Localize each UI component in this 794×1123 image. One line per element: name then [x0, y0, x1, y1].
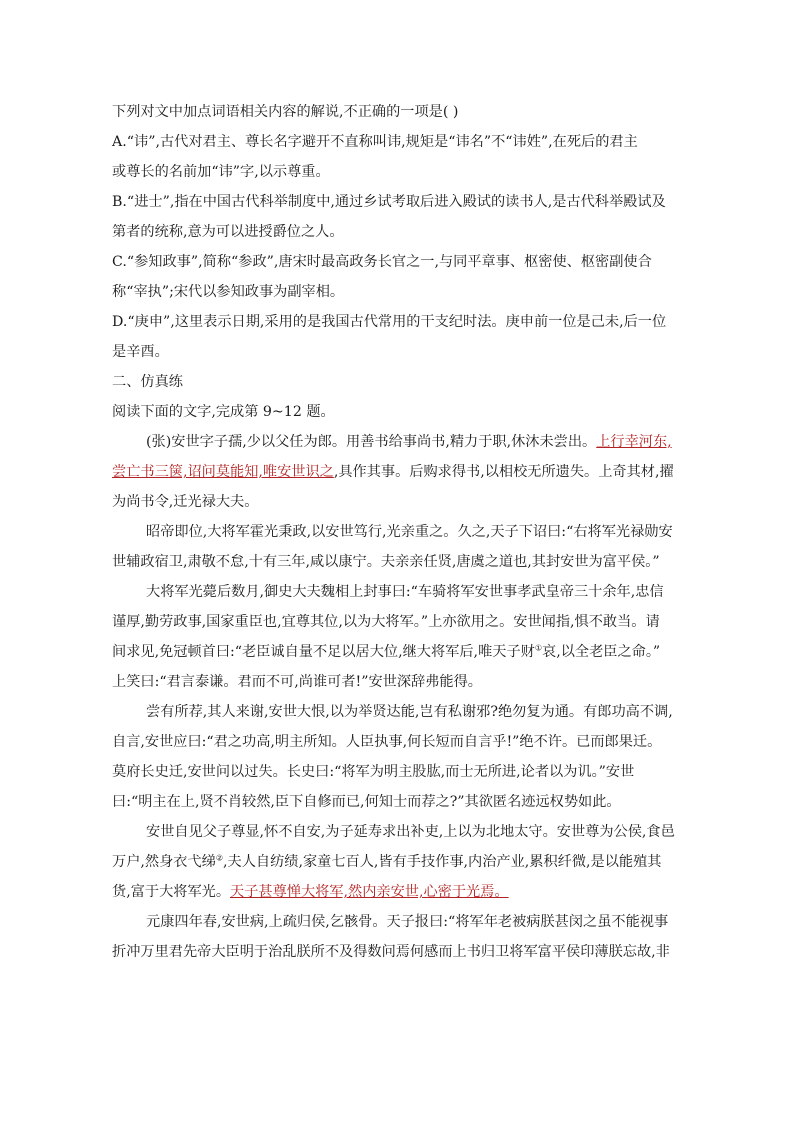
- section-instruction: 阅读下面的文字,完成第 9~12 题。: [112, 404, 335, 420]
- passage-p4-line-1: 尝有所荐,其人来谢,安世大恨,以为举贤达能,岂有私谢邪?绝勿复为通。有郎功高不调,: [146, 704, 673, 720]
- passage-p3-line-3: [112, 637, 684, 667]
- option-d-line-2: 是辛酉。: [112, 344, 169, 360]
- passage-p4-line-3: 莫府长史迁,安世问以过失。长史曰:“将军为明主股肱,而士无所进,论者以为讥。”安世: [112, 764, 635, 780]
- underlined-sentence: 尝亡书三箧,诏问莫能知,唯安世识之: [112, 464, 334, 480]
- passage-p6-line-2: 折冲万里君先帝大臣明于治乱朕所不及得数问焉何感而上书归卫将军富平侯印薄朕忘故,非: [112, 944, 670, 960]
- passage-p6-line-1: 元康四年春,安世病,上疏归侯,乞骸骨。天子报曰:“将军年老被病朕甚闵之虽不能视事: [146, 914, 669, 930]
- passage-p1-line-1: [112, 427, 684, 457]
- passage-p3-line-4: 上笑曰:“君言泰谦。君而不可,尚谁可者!”安世深辞弗能得。: [112, 674, 482, 690]
- passage-p4-line-2: 自言,安世应曰:“君之功高,明主所知。人臣执事,何长短而自言乎!”绝不许。已而郎果迁。: [112, 734, 662, 750]
- passage-p5-line-3: [112, 877, 684, 907]
- section-heading: 二、仿真练: [112, 374, 183, 390]
- passage-p1-line-3: 为尚书令,迁光禄大夫。: [112, 494, 259, 510]
- passage-p5-line-2: [112, 847, 684, 877]
- passage-p2-line-1: 昭帝即位,大将军霍光秉政,以安世笃行,光亲重之。久之,天子下诏曰:“右将军光禄勋安: [146, 524, 673, 540]
- passage-text: 间求见,免冠顿首曰:“老臣诚自量不足以居大位,继大将军后,唯天子财: [112, 644, 535, 660]
- passage-text: 哀,以全老臣之命。”: [542, 644, 661, 660]
- passage-text: ,具作其事。后购求得书,以相校无所遗失。上奇其材,擢: [333, 464, 674, 480]
- footnote-marker: ①: [534, 643, 542, 653]
- option-c-line-1: C.“参知政事”,简称“参政”,唐宋时最高政务长官之一,与同平章事、枢密使、枢密副使合: [112, 254, 652, 270]
- option-b-line-2: 第者的统称,意为可以进授爵位之人。: [112, 224, 344, 240]
- underlined-sentence: 上行幸河东,: [596, 434, 672, 450]
- option-b-line-1: B.“进士”,指在中国古代科举制度中,通过乡试考取后进入殿试的读书人,是古代科举殿试及: [112, 194, 666, 210]
- passage-p2-line-2: 世辅政宿卫,肃敬不怠,十有三年,咸以康宁。夫亲亲任贤,唐虞之道也,其封安世为富平侯。”: [112, 554, 660, 570]
- passage-text: 万户,然身衣弋绨: [112, 854, 216, 870]
- passage-p3-line-2: 谨厚,勤劳政事,国家重臣也,宜尊其位,以为大将军。”上亦欲用之。安世闻指,惧不敢当。请: [112, 614, 660, 630]
- passage-text: 货,富于大将军光。: [112, 884, 231, 900]
- passage-text: ,夫人自纺绩,家童七百人,皆有手技作事,内治产业,累积纤微,是以能殖其: [223, 854, 662, 870]
- document-page: [112, 97, 684, 967]
- option-c-line-2: 称“宰执”;宋代以参知政事为副宰相。: [112, 284, 345, 300]
- passage-p3-line-1: 大将军光薨后数月,御史大夫魏相上封事曰:“车骑将军安世事孝武皇帝三十余年,忠信: [146, 584, 664, 600]
- passage-text: (张)安世字子孺,少以父任为郎。用善书给事尚书,精力于职,休沐未尝出。: [146, 434, 597, 450]
- underlined-sentence: 天子甚尊惮大将军,然内亲安世,心密于光焉。: [230, 884, 509, 900]
- passage-p4-line-4: 曰:“明主在上,贤不肖较然,臣下自修而已,何知士而荐之?”其欲匿名迹远权势如此。: [112, 794, 621, 810]
- option-a-line-1: A.“讳”,古代对君主、尊长名字避开不直称叫讳,规矩是“讳名”不“讳姓”,在死后的君主: [112, 134, 638, 150]
- question-stem: 下列对文中加点词语相关内容的解说,不正确的一项是( ): [112, 104, 459, 120]
- option-d-line-1: D.“庚申”,这里表示日期,采用的是我国古代常用的干支纪时法。庚申前一位是己未,后一位: [112, 314, 667, 330]
- passage-p1-line-2: [112, 457, 684, 487]
- option-a-line-2: 或尊长的名前加“讳”字,以示尊重。: [112, 164, 330, 180]
- passage-p5-line-1: 安世自见父子尊显,怀不自安,为子延寿求出补吏,上以为北地太守。安世尊为公侯,食邑: [146, 824, 675, 840]
- footnote-marker: ②: [215, 853, 223, 863]
